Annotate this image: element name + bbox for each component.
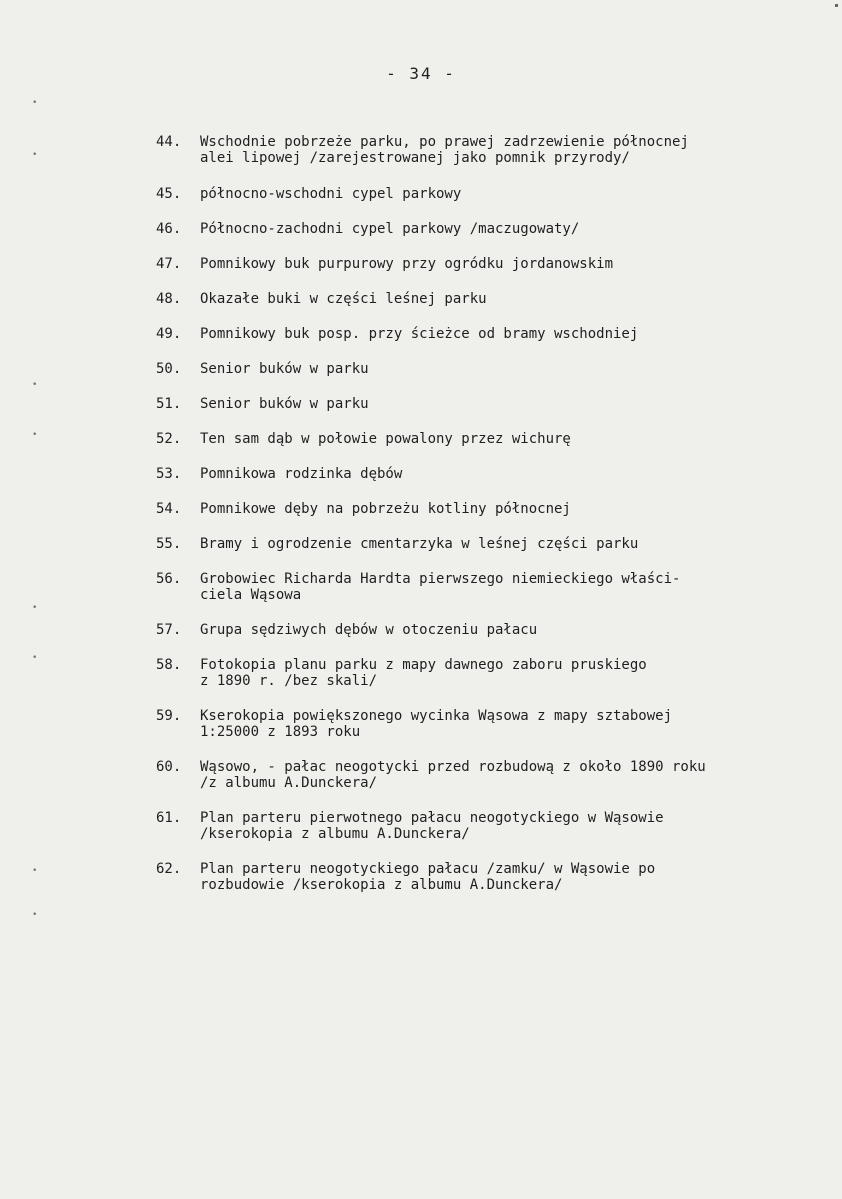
entry-text: Bramy i ogrodzenie cmentarzyka w leśnej części parku xyxy=(200,536,639,552)
entry-number: 50. xyxy=(156,361,182,377)
entry-text: Pomnikowa rodzinka dębów xyxy=(200,466,403,482)
entry-text: Pomnikowy buk purpurowy przy ogródku jordanowskim xyxy=(200,256,614,272)
list-item xyxy=(156,861,828,893)
entry-number: 47. xyxy=(156,256,182,272)
list-item xyxy=(156,536,828,552)
list-item xyxy=(156,657,828,689)
entry-text: Ten sam dąb w połowie powalony przez wichurę xyxy=(200,431,571,447)
entry-text: Pomnikowy buk posp. przy ścieżce od bramy wschodniej xyxy=(200,326,639,342)
margin-mark: • xyxy=(32,653,38,663)
entry-number: 45. xyxy=(156,186,182,202)
list-item xyxy=(156,256,828,272)
entry-text: Senior buków w parku xyxy=(200,396,369,412)
entry-text: Grupa sędziwych dębów w otoczeniu pałacu xyxy=(200,622,538,638)
entry-text: Wąsowo, - pałac neogotycki przed rozbudową z około 1890 roku /z albumu A.Dunckera/ xyxy=(200,759,706,791)
entry-number: 56. xyxy=(156,571,182,587)
entry-number: 59. xyxy=(156,708,182,724)
entry-number: 61. xyxy=(156,810,182,826)
list-item xyxy=(156,134,828,166)
entry-text: Fotokopia planu parku z mapy dawnego zaboru pruskiego z 1890 r. /bez skali/ xyxy=(200,657,647,689)
entry-number: 60. xyxy=(156,759,182,775)
entry-number: 54. xyxy=(156,501,182,517)
margin-mark: • xyxy=(32,150,38,160)
entry-list xyxy=(156,134,828,893)
entry-text: Plan parteru pierwotnego pałacu neogotyckiego w Wąsowie /kserokopia z albumu A.Dunckera/ xyxy=(200,810,664,842)
entry-number: 48. xyxy=(156,291,182,307)
margin-mark: • xyxy=(32,603,38,613)
list-item xyxy=(156,466,828,482)
list-item xyxy=(156,571,828,603)
list-item xyxy=(156,431,828,447)
entry-number: 49. xyxy=(156,326,182,342)
corner-mark xyxy=(835,4,838,7)
entry-number: 58. xyxy=(156,657,182,673)
entry-text: Senior buków w parku xyxy=(200,361,369,377)
list-item xyxy=(156,708,828,740)
entry-text: Północno-zachodni cypel parkowy /maczugowaty/ xyxy=(200,221,580,237)
list-item xyxy=(156,622,828,638)
page-number: - 34 - xyxy=(386,64,456,83)
entry-text: Pomnikowe dęby na pobrzeżu kotliny północnej xyxy=(200,501,571,517)
entry-number: 57. xyxy=(156,622,182,638)
entry-number: 55. xyxy=(156,536,182,552)
list-item xyxy=(156,810,828,842)
entry-number: 51. xyxy=(156,396,182,412)
entry-number: 52. xyxy=(156,431,182,447)
margin-mark: • xyxy=(32,910,38,920)
list-item xyxy=(156,291,828,307)
entry-number: 46. xyxy=(156,221,182,237)
entry-text: Okazałe buki w części leśnej parku xyxy=(200,291,487,307)
list-item xyxy=(156,326,828,342)
list-item xyxy=(156,396,828,412)
entry-text: północno-wschodni cypel parkowy xyxy=(200,186,462,202)
entry-text: Grobowiec Richarda Hardta pierwszego niemieckiego właści- ciela Wąsowa xyxy=(200,571,681,603)
margin-mark: • xyxy=(32,98,38,108)
entry-text: Plan parteru neogotyckiego pałacu /zamku/ w Wąsowie po rozbudowie /kserokopia z albumu A.Dunckera/ xyxy=(200,861,656,893)
entry-number: 44. xyxy=(156,134,182,150)
margin-mark: • xyxy=(32,430,38,440)
entry-number: 53. xyxy=(156,466,182,482)
list-item xyxy=(156,186,828,202)
margin-mark: • xyxy=(32,380,38,390)
entry-text: Kserokopia powiększonego wycinka Wąsowa z mapy sztabowej 1:25000 z 1893 roku xyxy=(200,708,673,740)
list-item xyxy=(156,501,828,517)
list-item xyxy=(156,361,828,377)
list-item xyxy=(156,221,828,237)
list-item xyxy=(156,759,828,791)
entry-number: 62. xyxy=(156,861,182,877)
margin-mark: • xyxy=(32,866,38,876)
entry-text: Wschodnie pobrzeże parku, po prawej zadrzewienie północnej alei lipowej /zarejestrowanej jako pomnik przyrody/ xyxy=(200,134,689,166)
